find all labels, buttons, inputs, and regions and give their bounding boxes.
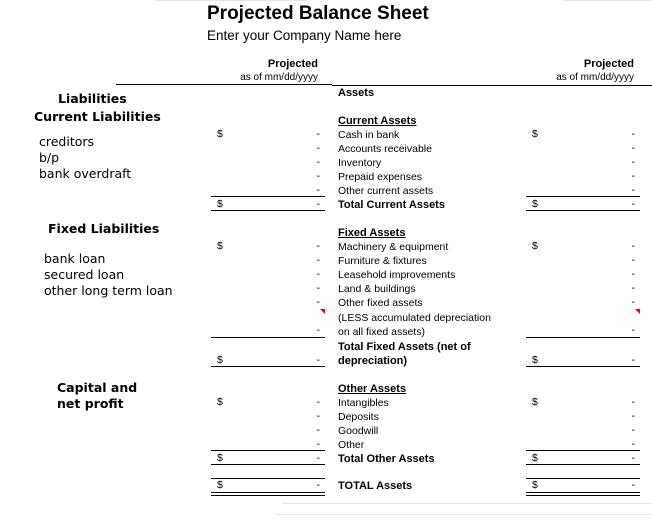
asset-item-value[interactable]: -	[631, 410, 635, 422]
current-assets-heading: Current Assets	[338, 115, 417, 127]
other-assets-total: -	[631, 452, 635, 464]
currency-symbol: $	[532, 396, 538, 408]
capital-total: -	[316, 452, 320, 464]
asset-item-label[interactable]: Machinery & equipment	[338, 241, 449, 253]
asset-item-value[interactable]: -	[631, 268, 635, 280]
sheet-gridline	[155, 0, 307, 1]
depreciation-label-line2[interactable]: on all fixed assets)	[338, 326, 425, 338]
fixed-liability-value[interactable]: -	[316, 324, 320, 336]
currency-symbol: $	[217, 479, 223, 491]
asset-item-label[interactable]: Inventory	[338, 157, 382, 169]
asset-item-value[interactable]: -	[631, 396, 635, 408]
subtotal-rule	[526, 450, 640, 451]
fixed-liability-value[interactable]: -	[316, 240, 320, 252]
total-rule	[526, 366, 640, 367]
asset-item-label[interactable]: Other current assets	[338, 185, 434, 197]
liability-item-bp[interactable]: b/p	[39, 150, 60, 165]
fixed-assets-heading: Fixed Assets	[338, 227, 406, 239]
comment-marker-icon[interactable]	[635, 309, 640, 314]
total-fixed-assets-label-line2: depreciation)	[338, 355, 408, 367]
currency-symbol: $	[532, 479, 538, 491]
capital-value[interactable]: -	[316, 396, 320, 408]
liabilities-heading: Liabilities	[58, 91, 127, 106]
asset-item-label[interactable]: Land & buildings	[338, 283, 416, 295]
asset-item-value[interactable]: -	[631, 254, 635, 266]
fixed-liability-value[interactable]: -	[316, 282, 320, 294]
total-other-assets-label: Total Other Assets	[338, 453, 435, 465]
asset-item-label[interactable]: Cash in bank	[338, 129, 400, 141]
currency-symbol: $	[217, 354, 223, 366]
asset-item-label[interactable]: Deposits	[338, 411, 379, 423]
subtotal-rule	[211, 337, 325, 338]
liability-item-bank-overdraft[interactable]: bank overdraft	[39, 166, 132, 181]
asset-item-value[interactable]: -	[631, 282, 635, 294]
fixed-liability-value[interactable]: -	[316, 254, 320, 266]
current-liability-value[interactable]: -	[316, 142, 320, 154]
currency-symbol: $	[532, 452, 538, 464]
current-liabilities-heading: Current Liabilities	[34, 109, 161, 124]
currency-symbol: $	[217, 452, 223, 464]
total-rule	[526, 210, 640, 211]
capital-value[interactable]: -	[316, 410, 320, 422]
sheet-gridline	[563, 0, 652, 1]
capital-heading-line1: Capital and	[57, 380, 138, 395]
grand-total-rule	[211, 478, 325, 479]
currency-symbol: $	[217, 128, 223, 140]
current-assets-total: -	[631, 198, 635, 210]
depreciation-value[interactable]: -	[631, 324, 635, 336]
sheet-gridline	[276, 514, 652, 515]
total-rule	[211, 210, 325, 211]
current-liability-value[interactable]: -	[316, 170, 320, 182]
currency-symbol: $	[217, 240, 223, 252]
total-rule	[211, 464, 325, 465]
asset-item-value[interactable]: -	[631, 240, 635, 252]
current-liability-value[interactable]: -	[316, 184, 320, 196]
header-rule-left	[116, 84, 269, 85]
subtotal-rule	[526, 337, 640, 338]
assets-grand-total: -	[631, 479, 635, 491]
header-rule-right	[332, 85, 652, 86]
asset-item-value[interactable]: -	[631, 296, 635, 308]
currency-symbol: $	[532, 198, 538, 210]
other-assets-heading: Other Assets	[338, 383, 407, 395]
liability-item-creditors[interactable]: creditors	[39, 134, 95, 149]
total-fixed-assets-label-line1: Total Fixed Assets (net of	[338, 341, 471, 353]
asset-item-value[interactable]: -	[631, 128, 635, 140]
total-rule	[526, 464, 640, 465]
asset-item-label[interactable]: Other fixed assets	[338, 297, 423, 309]
liability-item-secured-loan[interactable]: secured loan	[44, 267, 125, 282]
total-current-assets-label: Total Current Assets	[338, 199, 445, 211]
fixed-liabilities-heading: Fixed Liabilities	[48, 221, 160, 236]
liabilities-grand-total: -	[316, 479, 320, 491]
total-assets-label: TOTAL Assets	[338, 480, 413, 492]
asset-item-value[interactable]: -	[631, 170, 635, 182]
asset-item-label[interactable]: Furniture & fixtures	[338, 255, 427, 267]
subtotal-rule	[211, 450, 325, 451]
fixed-liability-value[interactable]: -	[316, 296, 320, 308]
fixed-assets-total: -	[631, 354, 635, 366]
asset-item-label[interactable]: Accounts receivable	[338, 143, 432, 155]
current-liability-value[interactable]: -	[316, 156, 320, 168]
asset-item-value[interactable]: -	[631, 142, 635, 154]
fixed-liability-value[interactable]: -	[316, 268, 320, 280]
asset-item-label[interactable]: Other	[338, 439, 365, 451]
current-liabilities-total: -	[316, 198, 320, 210]
assets-heading: Assets	[338, 87, 375, 99]
currency-symbol: $	[532, 354, 538, 366]
comment-marker-icon[interactable]	[320, 309, 325, 314]
right-column-date[interactable]: as of mm/dd/yyyy	[556, 72, 634, 83]
liability-item-bank-loan[interactable]: bank loan	[44, 251, 106, 266]
capital-value[interactable]: -	[316, 424, 320, 436]
capital-heading-line2: net profit	[57, 396, 124, 411]
subtotal-rule	[526, 196, 640, 197]
depreciation-label-line1[interactable]: (LESS accumulated depreciation	[338, 312, 491, 324]
left-column-date[interactable]: as of mm/dd/yyyy	[240, 72, 318, 83]
company-name-field[interactable]: Enter your Company Name here	[207, 28, 402, 43]
currency-symbol: $	[217, 396, 223, 408]
asset-item-label[interactable]: Goodwill	[338, 425, 379, 437]
fixed-liabilities-total: -	[316, 354, 320, 366]
current-liability-value[interactable]: -	[316, 128, 320, 140]
sheet-gridline	[282, 503, 652, 504]
grand-total-double-rule	[211, 492, 325, 496]
asset-item-value[interactable]: -	[631, 184, 635, 196]
asset-item-value[interactable]: -	[631, 438, 635, 450]
capital-value[interactable]: -	[316, 438, 320, 450]
total-rule	[211, 366, 325, 367]
currency-symbol: $	[217, 198, 223, 210]
left-column-label: Projected	[267, 58, 318, 70]
grand-total-rule	[526, 478, 640, 479]
grand-total-double-rule	[526, 492, 640, 496]
asset-item-value[interactable]: -	[631, 156, 635, 168]
asset-item-label[interactable]: Prepaid expenses	[338, 171, 423, 183]
asset-item-value[interactable]: -	[631, 424, 635, 436]
asset-item-label[interactable]: Intangibles	[338, 397, 389, 409]
header-rule-mid	[269, 84, 332, 85]
right-column-label: Projected	[583, 58, 634, 70]
subtotal-rule	[211, 196, 325, 197]
asset-item-label[interactable]: Leasehold improvements	[338, 269, 456, 281]
currency-symbol: $	[532, 240, 538, 252]
liability-item-other-long-term-loan[interactable]: other long term loan	[44, 283, 173, 298]
currency-symbol: $	[532, 128, 538, 140]
page-title: Projected Balance Sheet	[207, 3, 429, 24]
